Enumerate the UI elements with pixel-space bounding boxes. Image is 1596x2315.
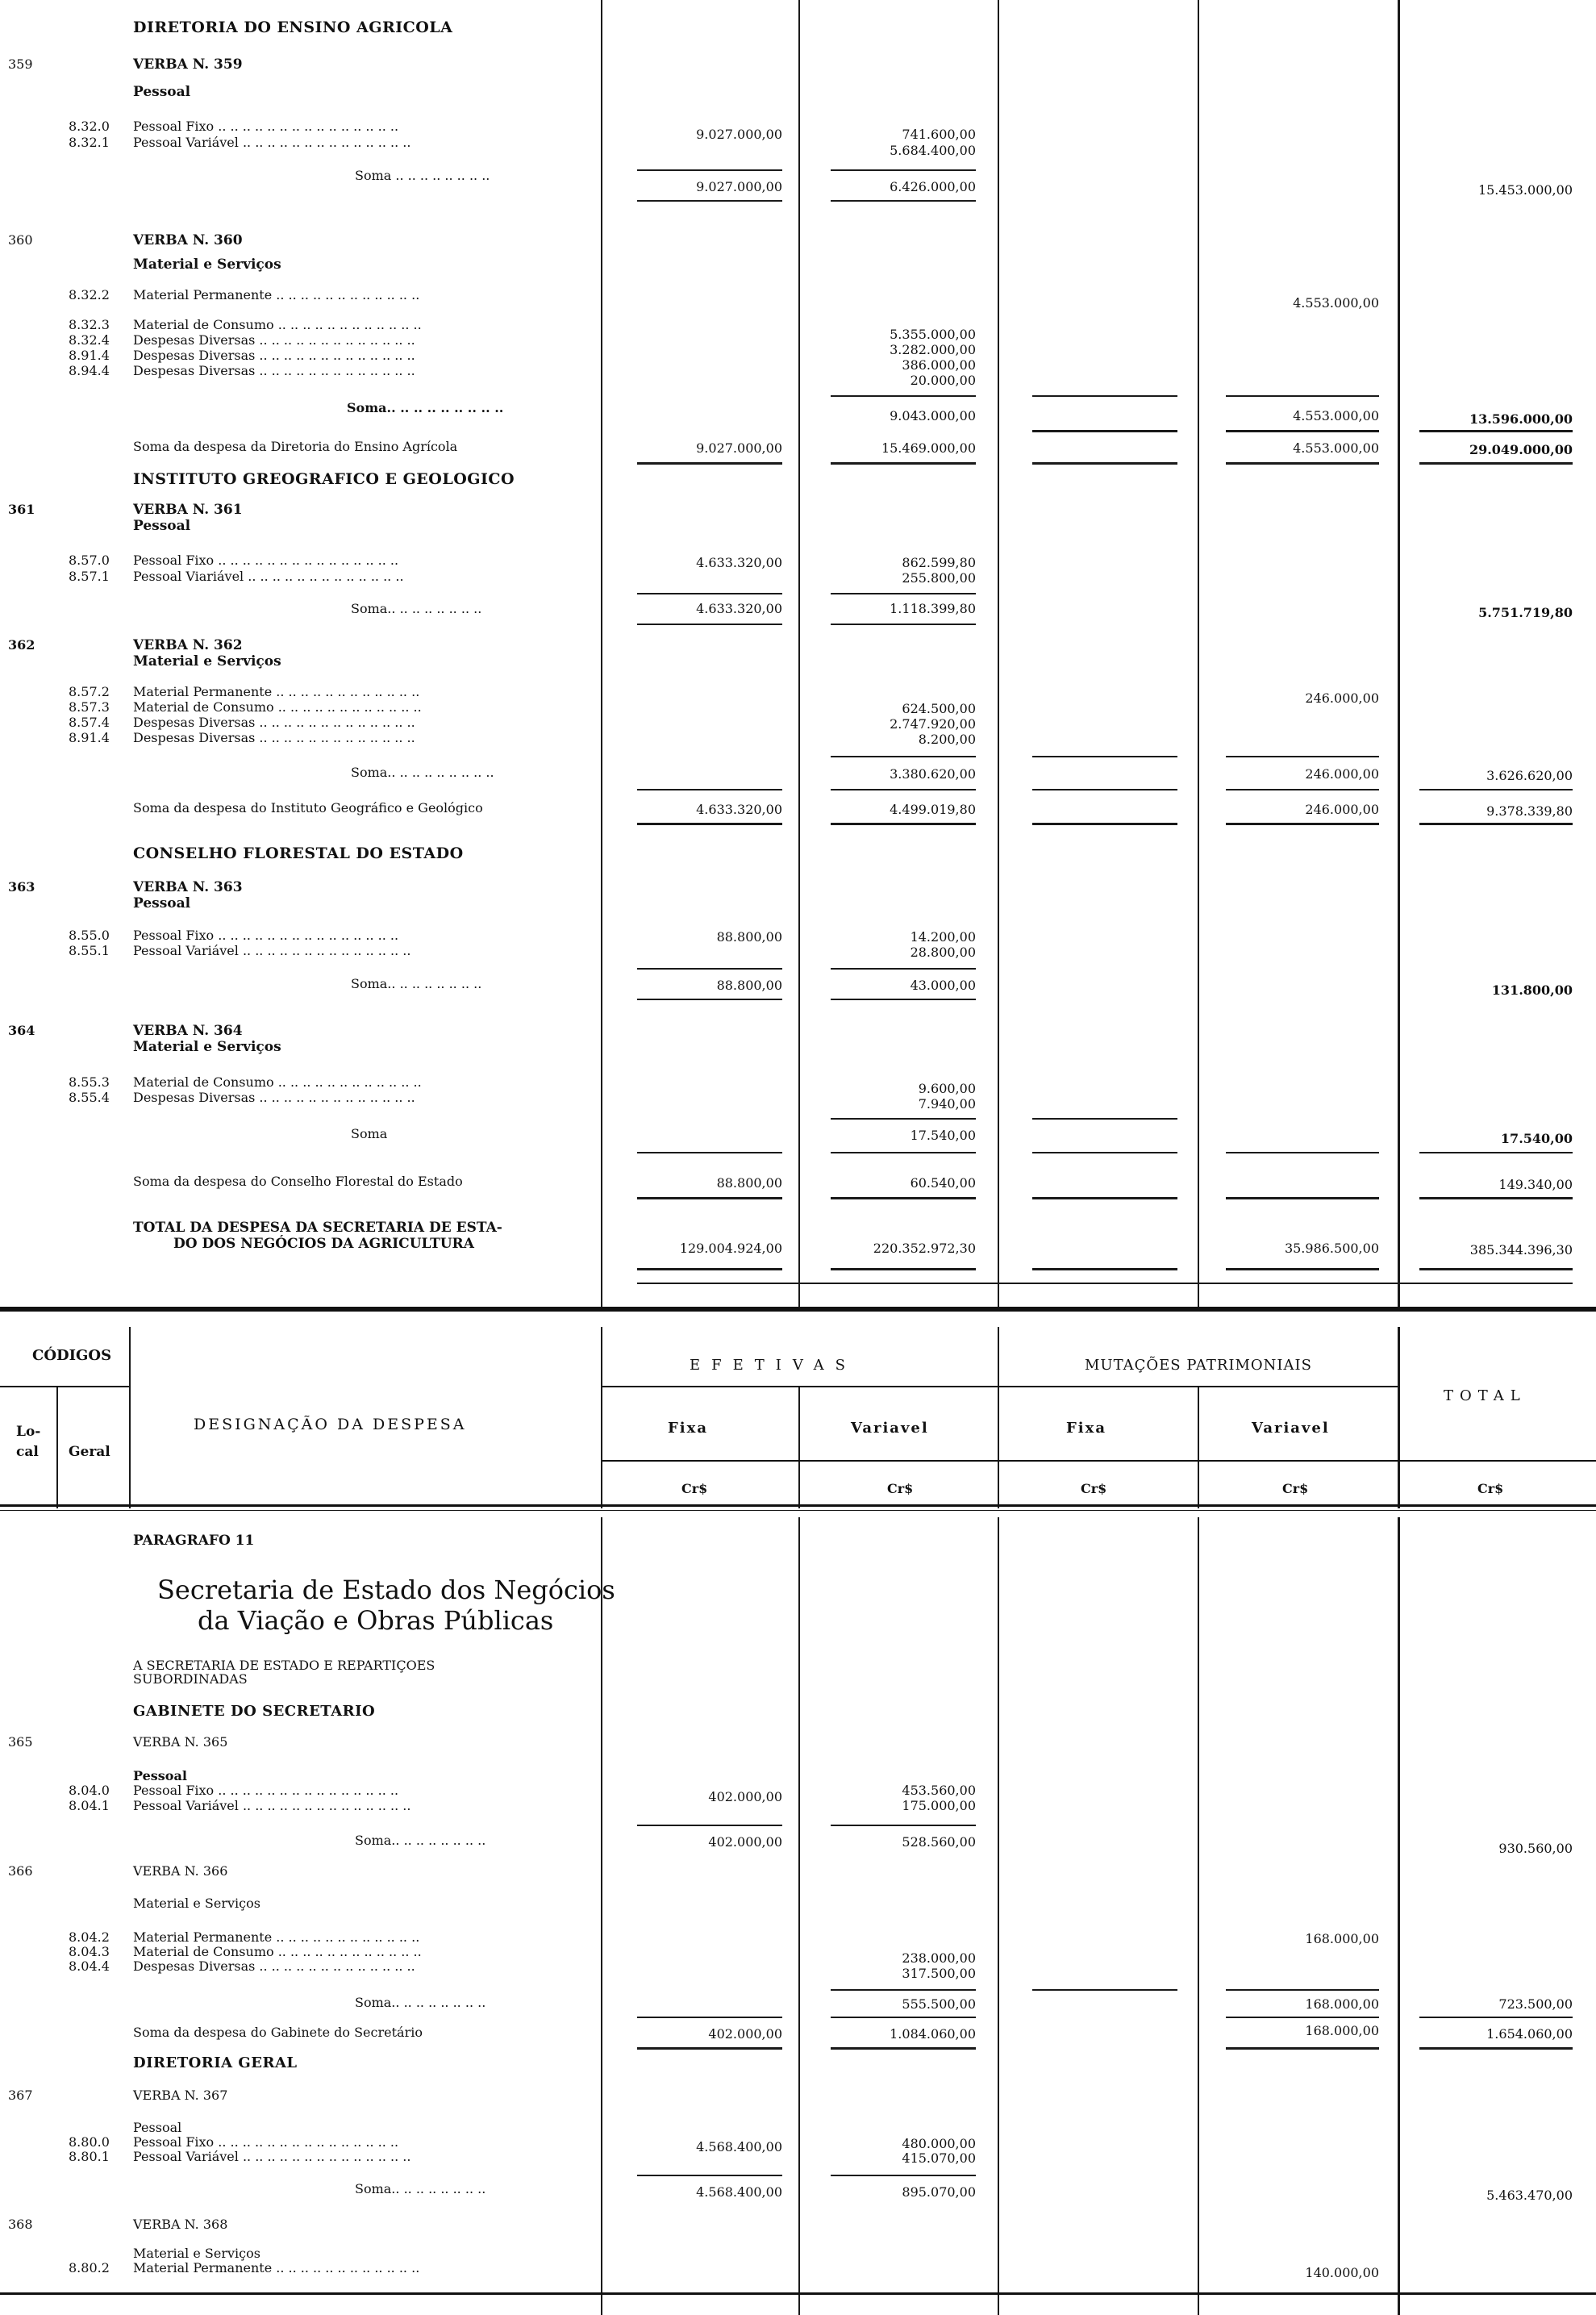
header-variavel: Variavel [1252,1420,1330,1437]
total: 17.540,00 [1500,1131,1573,1146]
amount-variavel: 5.684.400,00 [890,143,976,158]
total: 131.800,00 [1491,982,1573,998]
soma-mut: 4.553.000,00 [1293,440,1379,456]
header-designacao: DESIGNAÇÃO DA DESPESA [194,1416,467,1433]
grand-total-label-2: DO DOS NEGÓCIOS DA AGRICULTURA [173,1236,474,1252]
amount-fixa: 4.568.400,00 [696,2139,782,2154]
soma-label: Soma.. .. .. .. .. .. .. .. .. [351,765,494,780]
amount-mut-variavel: 246.000,00 [1305,690,1379,706]
total: 3.626.620,00 [1486,768,1573,783]
local-code: 8.91.4 [69,730,110,745]
amount-variavel: 862.599,80 [902,555,976,570]
verba-title: VERBA N. 361 [133,502,243,518]
soma-fixa: 88.800,00 [716,978,782,993]
soma-mut: 168.000,00 [1305,2023,1379,2038]
soma-variavel: 1.084.060,00 [890,2026,976,2042]
section-heading: DIRETORIA DO ENSINO AGRICOLA [133,19,453,36]
amount-variavel: 453.560,00 [902,1783,976,1798]
footer-rule [0,2292,1596,2295]
local-code: 8.80.2 [69,2260,110,2275]
header-codigos: CÓDIGOS [32,1347,112,1364]
verba-title: VERBA N. 364 [133,1023,243,1039]
subgroup-title: Material e Serviços [133,2246,260,2261]
secretaria-title: da Viação e Obras Públicas [198,1605,554,1636]
local-code: 8.04.1 [69,1798,110,1813]
soma-label: Soma.. .. .. .. .. .. .. .. [355,1995,486,2010]
header-currency: Cr$ [1282,1481,1309,1496]
verba-title: VERBA N. 360 [133,232,243,248]
verba-title: VERBA N. 362 [133,637,243,653]
geral-code: 359 [8,56,33,72]
amount-variavel: 741.600,00 [902,127,976,142]
local-code: 8.32.2 [69,287,110,302]
local-code: 8.32.1 [69,135,110,150]
amount-fixa: 9.027.000,00 [696,127,782,142]
local-code: 8.80.1 [69,2149,110,2164]
local-code: 8.94.4 [69,363,110,378]
header-mutacoes: MUTAÇÕES PATRIMONIAIS [1085,1357,1312,1374]
geral-code: 363 [8,879,35,895]
soma-fixa: 402.000,00 [708,2026,782,2042]
amount-variavel: 175.000,00 [902,1798,976,1813]
column-rule [601,0,602,2315]
amount-mut-variavel: 4.553.000,00 [1293,295,1379,311]
item-desc: Pessoal Variável .. .. .. .. .. .. .. .. .. .. .. .. .. .. [133,1798,411,1813]
total: 930.560,00 [1498,1841,1573,1856]
column-rule [798,0,800,1307]
section-heading: GABINETE DO SECRETARIO [133,1703,376,1720]
item-desc: Material Permanente .. .. .. .. .. .. .. .. .. .. .. .. [133,684,420,699]
section-subheading: A SECRETARIA DE ESTADO E REPARTIÇOES [133,1658,435,1673]
subgroup-title: Pessoal [133,1768,187,1783]
section-heading: DIRETORIA GERAL [133,2054,298,2071]
grand-fixa: 129.004.924,00 [679,1241,782,1256]
local-code: 8.57.2 [69,684,110,699]
amount-variavel: 624.500,00 [902,701,976,716]
grand-variavel: 220.352.972,30 [873,1241,976,1256]
verba-title: VERBA N. 363 [133,879,243,895]
item-desc: Pessoal Fixo .. .. .. .. .. .. .. .. .. .. .. .. .. .. .. [133,2134,399,2150]
item-desc: Despesas Diversas .. .. .. .. .. .. .. .. .. .. .. .. .. [133,348,415,363]
verba-title: VERBA N. 367 [133,2088,228,2103]
soma-variavel: 1.118.399,80 [890,601,976,616]
soma-fixa: 402.000,00 [708,1834,782,1850]
soma-label: Soma.. .. .. .. .. .. .. .. .. [347,400,504,415]
geral-code: 362 [8,637,35,653]
soma-variavel: 43.000,00 [910,978,976,993]
total: 29.049.000,00 [1469,442,1573,457]
geral-code: 368 [8,2217,33,2232]
soma-despesa-label: Soma da despesa do Instituto Geográfico e Geológico [133,800,483,815]
column-rule [1398,0,1400,2315]
paragrafo-label: PARAGRAFO 11 [133,1533,255,1549]
item-desc: Despesas Diversas .. .. .. .. .. .. .. .. .. .. .. .. .. [133,730,415,745]
soma-variavel: 555.500,00 [902,1996,976,2012]
local-code: 8.57.4 [69,715,110,730]
soma-despesa-label: Soma da despesa do Gabinete do Secretário [133,2025,423,2040]
soma-variavel: 3.380.620,00 [890,766,976,782]
total: 5.463.470,00 [1486,2188,1573,2203]
header-currency: Cr$ [1081,1481,1107,1496]
item-desc: Material de Consumo .. .. .. .. .. .. .. .. .. .. .. .. [133,699,422,715]
soma-mut: 246.000,00 [1305,766,1379,782]
item-desc: Despesas Diversas .. .. .. .. .. .. .. .. .. .. .. .. .. [133,715,415,730]
amount-variavel: 386.000,00 [902,357,976,373]
total: 9.378.339,80 [1486,803,1573,819]
soma-label: Soma .. .. .. .. .. .. .. .. [355,168,490,183]
amount-variavel: 8.200,00 [918,732,976,747]
header-fixa: Fixa [668,1420,709,1437]
soma-mut: 168.000,00 [1305,1996,1379,2012]
soma-variavel: 895.070,00 [902,2184,976,2200]
grand-mut: 35.986.500,00 [1284,1241,1379,1256]
verba-title: VERBA N. 359 [133,56,243,73]
soma-fixa: 9.027.000,00 [696,440,782,456]
header-efetivas: EFETIVAS [690,1357,856,1374]
local-code: 8.04.0 [69,1783,110,1798]
subgroup-title: Pessoal [133,2120,182,2135]
item-desc: Pessoal Fixo .. .. .. .. .. .. .. .. .. .. .. .. .. .. .. [133,928,399,943]
subgroup-title: Material e Serviços [133,257,281,273]
item-desc: Material Permanente .. .. .. .. .. .. .. .. .. .. .. .. [133,1929,420,1945]
item-desc: Material de Consumo .. .. .. .. .. .. .. .. .. .. .. .. [133,317,422,332]
soma-fixa: 4.568.400,00 [696,2184,782,2200]
local-code: 8.55.3 [69,1074,110,1090]
local-code: 8.91.4 [69,348,110,363]
header-fixa: Fixa [1066,1420,1107,1437]
local-code: 8.80.0 [69,2134,110,2150]
soma-fixa: 4.633.320,00 [696,802,782,817]
item-desc: Despesas Diversas .. .. .. .. .. .. .. .. .. .. .. .. .. [133,1090,415,1105]
item-desc: Pessoal Variável .. .. .. .. .. .. .. .. .. .. .. .. .. .. [133,135,411,150]
amount-variavel: 3.282.000,00 [890,342,976,357]
header-currency: Cr$ [887,1481,914,1496]
soma-variavel: 6.426.000,00 [890,179,976,194]
item-desc: Pessoal Fixo .. .. .. .. .. .. .. .. .. .. .. .. .. .. .. [133,1783,399,1798]
amount-variavel: 28.800,00 [910,945,976,960]
amount-variavel: 415.070,00 [902,2150,976,2166]
soma-variavel: 528.560,00 [902,1834,976,1850]
soma-variavel: 9.043.000,00 [890,408,976,423]
item-desc: Material de Consumo .. .. .. .. .. .. .. .. .. .. .. .. [133,1074,422,1090]
amount-variavel: 9.600,00 [918,1081,976,1096]
subgroup-title: Material e Serviços [133,1039,281,1055]
total: 15.453.000,00 [1477,182,1573,198]
local-code: 8.32.4 [69,332,110,348]
amount-mut-variavel: 168.000,00 [1305,1931,1379,1946]
amount-variavel: 7.940,00 [918,1096,976,1112]
total: 13.596.000,00 [1469,411,1573,427]
amount-mut-variavel: 140.000,00 [1305,2265,1379,2280]
item-desc: Material Permanente .. .. .. .. .. .. .. .. .. .. .. .. [133,287,420,302]
soma-despesa-label: Soma da despesa da Diretoria do Ensino Agrícola [133,439,458,454]
subgroup-title: Material e Serviços [133,653,281,669]
local-code: 8.04.2 [69,1929,110,1945]
item-desc: Material de Consumo .. .. .. .. .. .. .. .. .. .. .. .. [133,1944,422,1959]
section-heading: CONSELHO FLORESTAL DO ESTADO [133,845,464,862]
local-code: 8.04.3 [69,1944,110,1959]
amount-variavel: 14.200,00 [910,929,976,945]
subgroup-title: Pessoal [133,84,191,100]
header-geral: Geral [69,1444,110,1460]
item-desc: Pessoal Variável .. .. .. .. .. .. .. .. .. .. .. .. .. .. [133,2149,411,2164]
subgroup-title: Material e Serviços [133,1896,260,1911]
item-desc: Pessoal Viariável .. .. .. .. .. .. .. .. .. .. .. .. .. [133,569,404,584]
item-desc: Material Permanente .. .. .. .. .. .. .. .. .. .. .. .. [133,2260,420,2275]
soma-label: Soma.. .. .. .. .. .. .. .. [355,1833,486,1848]
item-desc: Pessoal Fixo .. .. .. .. .. .. .. .. .. .. .. .. .. .. .. [133,119,399,134]
header-currency: Cr$ [1477,1481,1504,1496]
soma-fixa: 4.633.320,00 [696,601,782,616]
local-code: 8.55.1 [69,943,110,958]
amount-variavel: 20.000,00 [910,373,976,388]
geral-code: 360 [8,232,33,248]
local-code: 8.55.4 [69,1090,110,1105]
soma-label: Soma.. .. .. .. .. .. .. .. [351,601,482,616]
header-total: TOTAL [1444,1387,1527,1404]
soma-variavel: 17.540,00 [910,1128,976,1143]
local-code: 8.32.3 [69,317,110,332]
soma-label: Soma.. .. .. .. .. .. .. .. [351,976,482,991]
soma-fixa: 88.800,00 [716,1175,782,1191]
geral-code: 364 [8,1023,35,1038]
amount-variavel: 2.747.920,00 [890,716,976,732]
header-currency: Cr$ [681,1481,708,1496]
amount-variavel: 317.500,00 [902,1966,976,1981]
subgroup-title: Pessoal [133,895,191,911]
verba-title: VERBA N. 366 [133,1863,228,1879]
local-code: 8.57.0 [69,553,110,568]
item-desc: Pessoal Variável .. .. .. .. .. .. .. .. .. .. .. .. .. .. [133,943,411,958]
total: 1.654.060,00 [1486,2026,1573,2042]
total: 723.500,00 [1498,1996,1573,2012]
amount-variavel: 238.000,00 [902,1950,976,1966]
grand-total: 385.344.396,30 [1469,1242,1573,1258]
item-desc: Despesas Diversas .. .. .. .. .. .. .. .. .. .. .. .. .. [133,332,415,348]
total: 5.751.719,80 [1478,605,1573,620]
subgroup-title: Pessoal [133,518,191,534]
soma-despesa-label: Soma da despesa do Conselho Florestal do Estado [133,1174,463,1189]
soma-label: Soma [351,1126,388,1141]
geral-code: 366 [8,1863,33,1879]
verba-title: VERBA N. 365 [133,1734,228,1750]
column-rule [998,0,999,2315]
header-variavel: Variavel [851,1420,929,1437]
amount-fixa: 88.800,00 [716,929,782,945]
item-desc: Despesas Diversas .. .. .. .. .. .. .. .. .. .. .. .. .. [133,1958,415,1974]
soma-label: Soma.. .. .. .. .. .. .. .. [355,2181,486,2196]
local-code: 8.32.0 [69,119,110,134]
amount-variavel: 255.800,00 [902,570,976,586]
soma-fixa: 9.027.000,00 [696,179,782,194]
local-code: 8.04.4 [69,1958,110,1974]
item-desc: Pessoal Fixo .. .. .. .. .. .. .. .. .. .. .. .. .. .. .. [133,553,399,568]
soma-variavel: 15.469.000,00 [881,440,976,456]
geral-code: 365 [8,1734,33,1750]
column-rule [1198,0,1199,1307]
header-local: cal [16,1444,39,1460]
geral-code: 361 [8,502,35,517]
amount-variavel: 480.000,00 [902,2136,976,2151]
verba-title: VERBA N. 368 [133,2217,228,2232]
amount-variavel: 5.355.000,00 [890,327,976,342]
amount-fixa: 4.633.320,00 [696,555,782,570]
total: 149.340,00 [1498,1177,1573,1192]
secretaria-title: Secretaria de Estado dos Negócios [157,1575,615,1605]
soma-variavel: 4.499.019,80 [890,802,976,817]
header-local: Lo- [16,1424,41,1440]
geral-code: 367 [8,2088,33,2103]
amount-fixa: 402.000,00 [708,1789,782,1804]
item-desc: Despesas Diversas .. .. .. .. .. .. .. .. .. .. .. .. .. [133,363,415,378]
local-code: 8.57.3 [69,699,110,715]
local-code: 8.55.0 [69,928,110,943]
local-code: 8.57.1 [69,569,110,584]
grand-total-label-1: TOTAL DA DESPESA DA SECRETARIA DE ESTA- [133,1220,502,1236]
soma-variavel: 60.540,00 [910,1175,976,1191]
soma-mut: 4.553.000,00 [1293,408,1379,423]
section-heading: INSTITUTO GREOGRAFICO E GEOLOGICO [133,470,515,488]
section-subheading: SUBORDINADAS [133,1671,248,1687]
soma-mut: 246.000,00 [1305,802,1379,817]
